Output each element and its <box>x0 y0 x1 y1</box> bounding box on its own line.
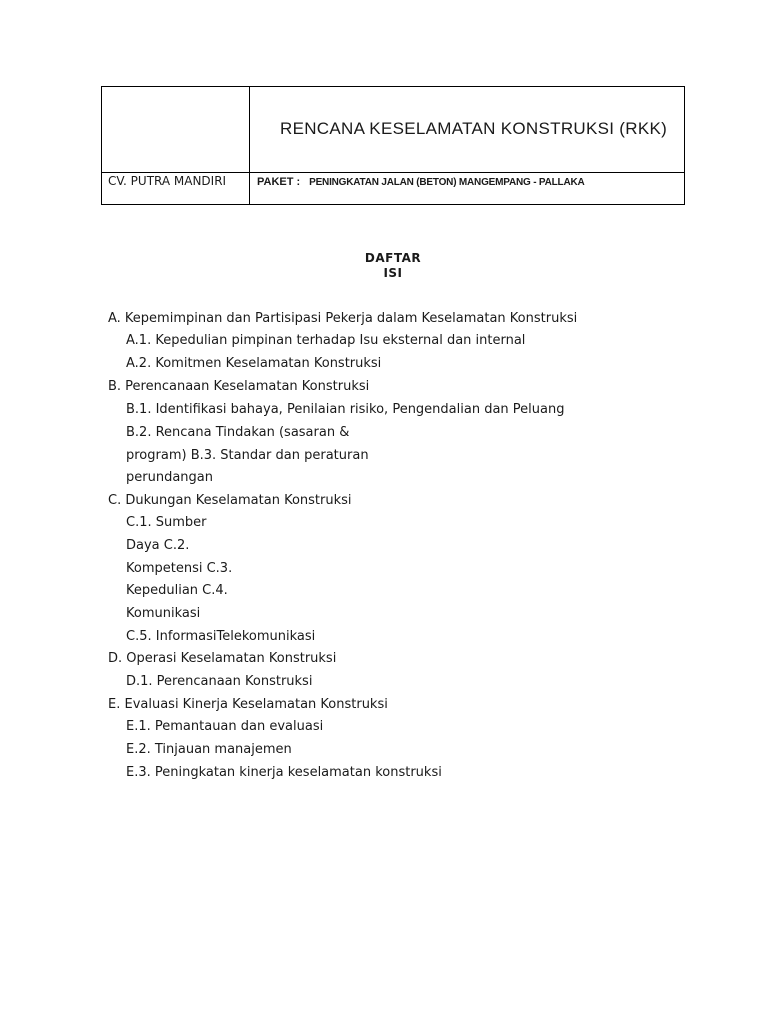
document-header-table <box>101 86 685 205</box>
document-title: RENCANA KESELAMATAN KONSTRUKSI (RKK) <box>280 119 668 138</box>
company-name: CV. PUTRA MANDIRI <box>108 174 227 188</box>
toc-item-c3: Kompetensi C.3. <box>126 561 233 576</box>
toc-item-e2: E.2. Tinjauan manajemen <box>126 742 292 757</box>
title-cell <box>250 87 684 173</box>
toc-title-line1: DAFTAR <box>364 251 422 265</box>
toc-section-d: D. Operasi Keselamatan Konstruksi <box>108 651 337 666</box>
toc-section-b: B. Perencanaan Keselamatan Konstruksi <box>108 379 370 394</box>
toc-item-e1: E.1. Pemantauan dan evaluasi <box>126 719 324 734</box>
toc-item-c2: Daya C.2. <box>126 538 190 553</box>
toc-item-c4-cont: Komunikasi <box>126 606 201 621</box>
company-cell <box>102 173 250 204</box>
toc-item-a2: A.2. Komitmen Keselamatan Konstruksi <box>126 356 382 371</box>
toc-item-b2-cont: program) B.3. Standar dan peraturan <box>126 448 369 463</box>
paket-cell <box>250 173 684 204</box>
paket-value: PENINGKATAN JALAN (BETON) MANGEMPANG - PALLAKA <box>309 177 585 188</box>
toc-section-c: C. Dukungan Keselamatan Konstruksi <box>108 493 352 508</box>
toc-title-line2: ISI <box>383 266 403 280</box>
toc-item-c5: C.5. InformasiTelekomunikasi <box>126 629 316 644</box>
toc-item-b3-cont: perundangan <box>126 470 213 485</box>
toc-item-d1: D.1. Perencanaan Konstruksi <box>126 674 313 689</box>
paket-line <box>257 176 585 188</box>
toc-section-e: E. Evaluasi Kinerja Keselamatan Konstruksi <box>108 697 388 712</box>
logo-cell <box>102 87 250 173</box>
toc-item-e3: E.3. Peningkatan kinerja keselamatan konstruksi <box>126 765 442 780</box>
paket-label: PAKET : <box>257 176 301 188</box>
toc-item-b1: B.1. Identifikasi bahaya, Penilaian risiko, Pengendalian dan Peluang <box>126 402 565 417</box>
toc-item-c4: Kepedulian C.4. <box>126 583 228 598</box>
toc-item-b2: B.2. Rencana Tindakan (sasaran & <box>126 425 350 440</box>
toc-section-a: A. Kepemimpinan dan Partisipasi Pekerja dalam Keselamatan Konstruksi <box>108 311 578 326</box>
toc-item-a1: A.1. Kepedulian pimpinan terhadap Isu eksternal dan internal <box>126 333 526 348</box>
toc-item-c1: C.1. Sumber <box>126 515 207 530</box>
